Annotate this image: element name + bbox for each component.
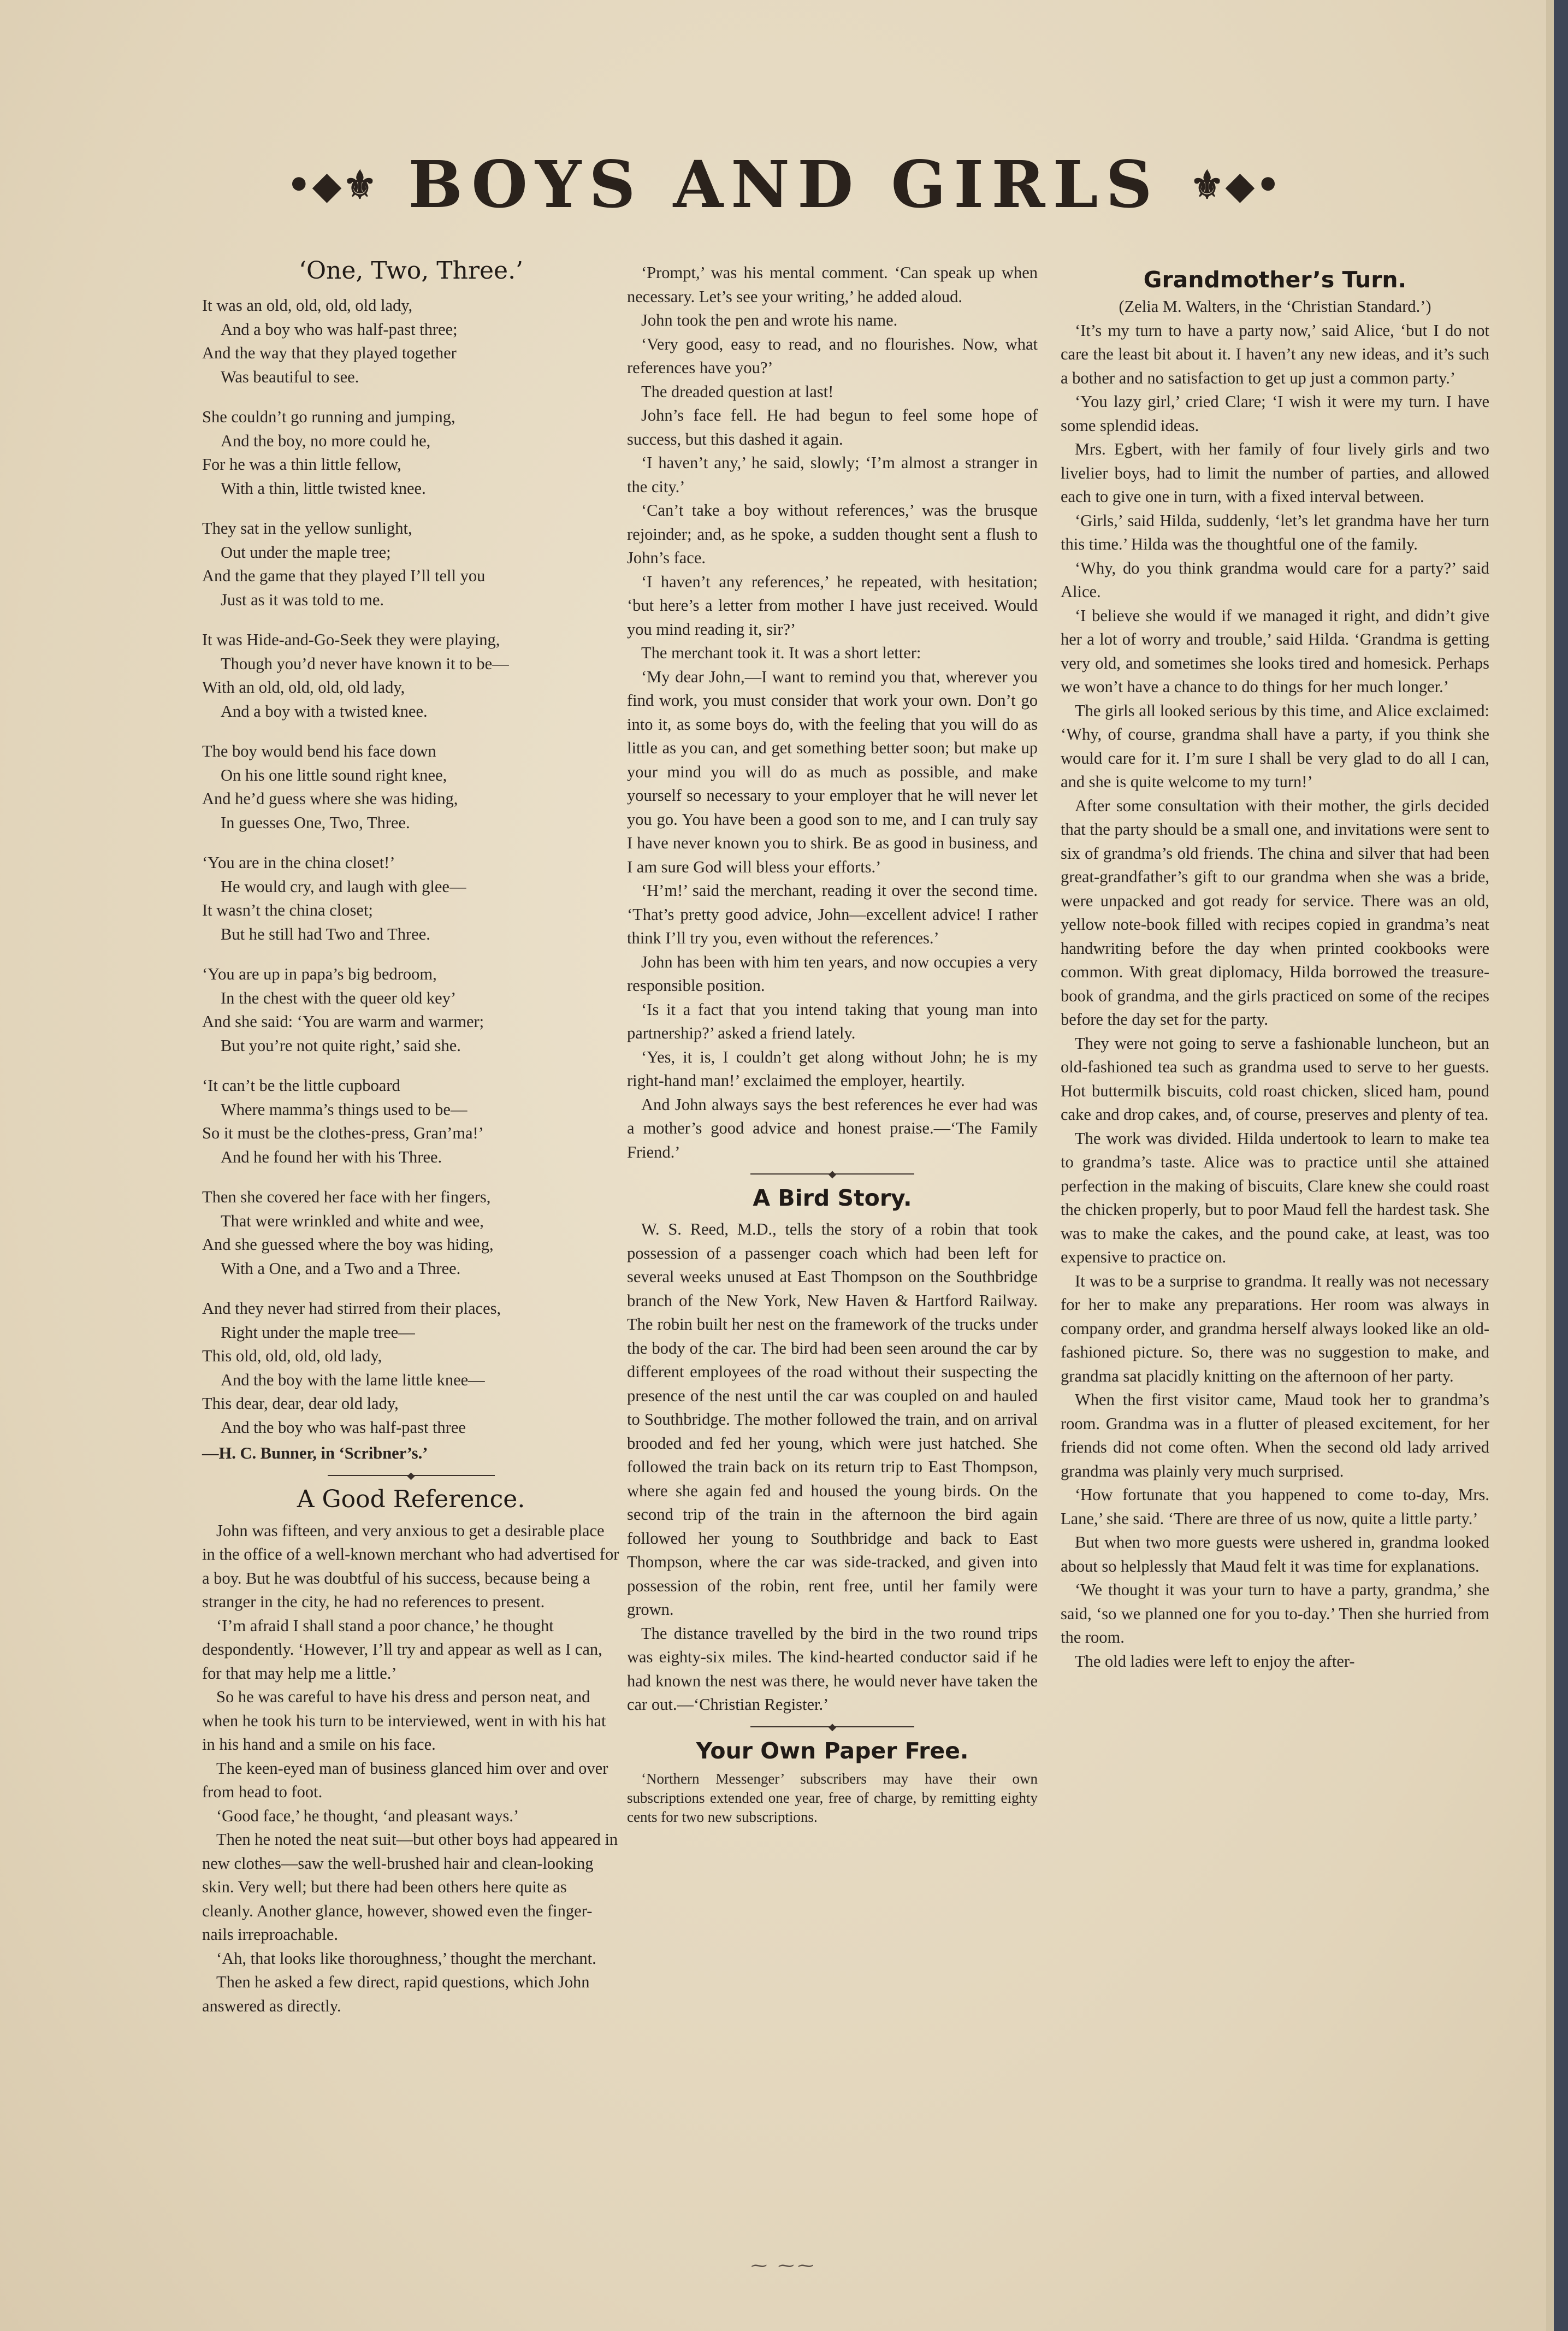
poem-stanza: [202, 1297, 620, 1439]
grandmother-paragraph: The old ladies were left to enjoy the after-: [1075, 1651, 1355, 1671]
section-title: [0, 146, 1568, 222]
bird-body: [627, 1218, 1038, 1717]
page-footer-mark: ⁓ ⁓⁓: [750, 2257, 818, 2275]
reference-paragraph: Then he asked a few direct, rapid questions, which John answered as directly.: [202, 1973, 590, 2015]
grandmother-paragraph: ‘I believe she would if we managed it right, and didn’t give her a lot of worry and trouble,’ said Hilda. ‘Grandma is getting very old, and sometimes she looks tired and homesick. Perhaps we won’t have a chance to do things for her much longer.’: [1061, 606, 1489, 696]
poem-line: With a thin, little twisted knee.: [221, 479, 426, 498]
poem-line: And a boy with a twisted knee.: [221, 701, 428, 721]
poem-line: But he still had Two and Three.: [221, 924, 430, 943]
poem-stanza: [202, 405, 620, 500]
reference-paragraph: The dreaded question at last!: [641, 382, 834, 401]
reference-paragraph: John’s face fell. He had begun to feel some hope of success, but this dashed it again.: [627, 406, 1038, 449]
poem-line: On his one little sound right knee,: [221, 765, 447, 784]
title-ornament-left-icon: •◆⚜: [286, 162, 378, 208]
poem-stanza: [202, 963, 620, 1058]
grandmother-paragraph: ‘Girls,’ said Hilda, suddenly, ‘let’s let grandma have her turn this time.’ Hilda was the thoughtful one of the family.: [1061, 511, 1489, 553]
bird-paragraph: W. S. Reed, M.D., tells the story of a robin that took possession of a passenger coach which had been left for several weeks unused at East Thompson on the Southbridge branch of the New York, New Haven & Hartford Railway. The robin built her nest on the framework of the trucks under the body of the car. The bird had been seen around the car by different employees of the road without their suspecting the presence of the nest until the car was coupled on and hauled to Southbridge. The mother followed the train, and on arrival brooded and fed her young, which were just hatched. She followed the train back on its return trip to East Thompson, where she again fed and housed the young birds. On the second trip of the train in the afternoon the bird again followed her young to Southbridge and back to East Thompson, where the car was side-tracked, and given into possession of the robin, rent free, until her family were grown.: [627, 1220, 1038, 1619]
paper-text: ‘Northern Messenger’ subscribers may have their own subscriptions extended one year, free of charge, by remitting eighty cents for two new subscriptions.: [627, 1770, 1038, 1825]
grandmother-body: [1061, 319, 1489, 1674]
grandmother-title: Grandmother’s Turn.: [1143, 267, 1407, 293]
column-middle: [627, 261, 1038, 1827]
bird-title: A Bird Story.: [753, 1185, 912, 1211]
poem-stanza: [202, 851, 620, 946]
poem-line: Then she covered her face with her fingers,: [202, 1188, 491, 1206]
reference-continued: [627, 261, 1038, 1164]
column-right: [1061, 261, 1489, 1673]
grandmother-paragraph: ‘You lazy girl,’ cried Clare; ‘I wish it were my turn. I have some splendid ideas.: [1061, 392, 1489, 435]
poem-line: It was Hide-and-Go-Seek they were playing,: [202, 630, 500, 649]
grandmother-paragraph: After some consultation with their mother, the girls decided that the party should be a small one, and invitations were sent to six of grandma’s old friends. The china and silver that had been great-grandfather’s gift to our grandma when she was a bride, were unpacked and got ready for service. There was an old, yellow note-book filled with recipes copied in grandma’s neat handwriting before the day when printed cookbooks were common. With great diplomacy, Hilda borrowed the treasure-book of grandma, and the girls practiced on some of the recipes before the day set for the party.: [1061, 796, 1489, 1029]
poem-line: The boy would bend his face down: [202, 742, 436, 760]
reference-paragraph: ‘Very good, easy to read, and no flourishes. Now, what references have you?’: [627, 334, 1038, 377]
poem-line: And she guessed where the boy was hiding,: [202, 1235, 494, 1254]
reference-paragraph: ‘Ah, that looks like thoroughness,’ thought the merchant.: [216, 1949, 596, 1968]
reference-paragraph: Then he noted the neat suit—but other boys had appeared in new clothes—saw the well-brushed hair and clean-looking skin. Very well; but there had been others here quite as cleanly. Another glance, however, showed even the finger-nails irreproachable.: [202, 1830, 618, 1944]
poem-line: And they never had stirred from their places,: [202, 1299, 501, 1318]
poem-body: [202, 294, 620, 1439]
reference-paragraph: John was fifteen, and very anxious to get a desirable place in the office of a well-known merchant who had advertised for a boy. But he was doubtful of his success, because being a stranger in the city, he had no references to present.: [202, 1521, 619, 1611]
poem-line: And the boy with the lame little knee—: [221, 1370, 485, 1389]
bird-paragraph: The distance travelled by the bird in the two round trips was eighty-six miles. The kind-hearted conductor said if he had known the nest was there, he would never have taken the car out.—‘Christian Register.’: [627, 1624, 1038, 1714]
poem-line: This dear, dear, dear old lady,: [202, 1394, 399, 1413]
reference-paragraph: ‘H’m!’ said the merchant, reading it over the second time. ‘That’s pretty good advice, John—excellent advice! I rather think I’ll try you, even without the references.’: [627, 881, 1038, 947]
reference-paragraph: John took the pen and wrote his name.: [641, 311, 898, 329]
grandmother-paragraph: Mrs. Egbert, with her family of four lively girls and two livelier boys, had to limit the number of parties, and allowed each to give one in turn, with a fixed interval between.: [1061, 440, 1489, 506]
grandmother-paragraph: But when two more guests were ushered in, grandma looked about so helplessly that Maud felt it was time for explanations.: [1061, 1533, 1489, 1575]
grandmother-paragraph: They were not going to serve a fashionable luncheon, but an old-fashioned tea such as grandma used to serve to her guests. Hot buttermilk biscuits, cold roast chicken, sliced ham, pound cake and drop cakes, and, of course, preserves and plenty of tea.: [1061, 1034, 1489, 1124]
poem-stanza: [202, 1185, 620, 1280]
reference-paragraph: So he was careful to have his dress and person neat, and when he took his turn to be interviewed, went in with his hat in his hand and a smile on his face.: [202, 1687, 606, 1754]
poem-line: In the chest with the queer old key’: [221, 988, 457, 1007]
poem-line: With a One, and a Two and a Three.: [221, 1259, 461, 1278]
poem-line: In guesses One, Two, Three.: [221, 813, 410, 832]
poem-line: ‘You are up in papa’s big bedroom,: [202, 965, 437, 983]
poem-line: And he’d guess where she was hiding,: [202, 789, 458, 808]
poem-line: ‘It can’t be the little cupboard: [202, 1076, 400, 1095]
poem-line: ‘You are in the china closet!’: [202, 853, 395, 872]
paper-title: Your Own Paper Free.: [696, 1737, 969, 1764]
grandmother-byline: (Zelia M. Walters, in the ‘Christian Standard.’): [1119, 297, 1431, 316]
grandmother-paragraph: The work was divided. Hilda undertook to learn to make tea to grandma’s taste. Alice was to practice until she attained perfection in the making of biscuits, Clare knew she could roast the chicken properly, but to poor Maud fell the hardest task. She was to make the cakes, and the pound cake, at least, was too expensive to practice on.: [1061, 1129, 1489, 1266]
grandmother-paragraph: When the first visitor came, Maud took her to grandma’s room. Grandma was in a flutter of pleased excitement, for her friends did not come often. When the second old lady arrived grandma was plainly very much surprised.: [1061, 1390, 1489, 1480]
poem-line: This old, old, old, old lady,: [202, 1347, 382, 1365]
grandmother-paragraph: It was to be a surprise to grandma. It really was not necessary for her to make any preparations. Her room was always in company order, and grandma herself always looked like an old-fashioned picture. So, there was no suggestion to make, and grandma sat placidly knitting on the afternoon of her party.: [1061, 1271, 1489, 1385]
reference-paragraph: ‘Can’t take a boy without references,’ was the brusque rejoinder; and, as he spoke, a sudden thought sent a flush to John’s face.: [627, 501, 1038, 567]
grandmother-paragraph: ‘It’s my turn to have a party now,’ said Alice, ‘but I do not care the least bit about it. I haven’t any new ideas, and it’s such a bother and no satisfaction to get up just a common party.’: [1061, 321, 1489, 387]
title-ornament-right-icon: ⚜◆•: [1190, 162, 1282, 208]
poem-stanza: [202, 740, 620, 835]
reference-paragraph: ‘I’m afraid I shall stand a poor chance,’ he thought despondently. ‘However, I’ll try and appear as well as I can, for that may help me a little.’: [202, 1616, 602, 1683]
poem-line: So it must be the clothes-press, Gran’ma!’: [202, 1124, 484, 1142]
page-binding-shadow: [1546, 0, 1554, 2331]
poem-line: She couldn’t go running and jumping,: [202, 408, 455, 426]
section-title-text: BOYS AND GIRLS: [408, 146, 1160, 222]
grandmother-paragraph: ‘We thought it was your turn to have a party, grandma,’ she said, ‘so we planned one for you to-day.’ Then she hurried from the room.: [1061, 1580, 1489, 1647]
reference-paragraph: ‘Good face,’ he thought, ‘and pleasant ways.’: [216, 1806, 519, 1825]
divider: [202, 1469, 620, 1482]
poem-line: And the game that they played I’ll tell you: [202, 566, 486, 585]
reference-paragraph: ‘Prompt,’ was his mental comment. ‘Can speak up when necessary. Let’s see your writing,’ he added aloud.: [627, 263, 1038, 306]
column-left: [202, 256, 620, 2018]
reference-paragraph: The merchant took it. It was a short letter:: [641, 644, 921, 662]
poem-line: With an old, old, old, old lady,: [202, 678, 405, 697]
poem-line: But you’re not quite right,’ said she.: [221, 1036, 461, 1055]
reference-paragraph: ‘Yes, it is, I couldn’t get along without John; he is my right-hand man!’ exclaimed the employer, heartily.: [627, 1047, 1038, 1090]
reference-paragraph: The keen-eyed man of business glanced him over and over from head to foot.: [202, 1758, 608, 1801]
poem-line: Was beautiful to see.: [221, 367, 359, 386]
divider: [627, 1167, 1038, 1181]
poem-line: Where mamma’s things used to be—: [221, 1100, 468, 1119]
poem-author: —H. C. Bunner, in ‘Scribner’s.’: [202, 1444, 428, 1462]
reference-paragraph: ‘My dear John,—I want to remind you that, wherever you find work, you must consider that work your own. Don’t go into it, as some boys do, with the feeling that you will do as little as you can, and get something better soon; but make up your mind you will do as much as possible, and make yourself so necessary to your employer that he will never let you go. You have been a good son to me, and I can truly say I have never known you to shirk. Be as good in business, and I am sure God will bless your efforts.’: [627, 667, 1038, 876]
reference-paragraph: And John always says the best references he ever had was a mother’s good advice and honest praise.—‘The Family Friend.’: [627, 1095, 1038, 1161]
reference-paragraph: ‘I haven’t any references,’ he repeated, with hesitation; ‘but here’s a letter from mother I have just received. Would you mind reading it, sir?’: [627, 572, 1038, 639]
page-binding-edge: [1554, 0, 1568, 2331]
poem-line: And a boy who was half-past three;: [221, 320, 458, 339]
grandmother-paragraph: The girls all looked serious by this time, and Alice exclaimed: ‘Why, of course, grandma shall have a party, if you think she would care for it. I’m sure I shall be very glad to do all I can, and she is quite welcome to my turn!’: [1061, 701, 1489, 791]
reference-body: [202, 1519, 620, 2019]
poem-line: Out under the maple tree;: [221, 542, 391, 562]
grandmother-paragraph: ‘How fortunate that you happened to come to-day, Mrs. Lane,’ she said. ‘There are three of us now, quite a little party.’: [1061, 1485, 1489, 1528]
poem-stanza: [202, 628, 620, 723]
poem-line: That were wrinkled and white and wee,: [221, 1211, 484, 1230]
poem-title: ‘One, Two, Three.’: [298, 257, 524, 285]
reference-paragraph: ‘I haven’t any,’ he said, slowly; ‘I’m almost a stranger in the city.’: [627, 453, 1038, 496]
reference-title: A Good Reference.: [297, 1485, 525, 1513]
poem-stanza: [202, 1074, 620, 1169]
poem-line: Right under the maple tree—: [221, 1323, 415, 1342]
poem-line: They sat in the yellow sunlight,: [202, 519, 412, 538]
poem-line: It wasn’t the china closet;: [202, 901, 373, 919]
poem-line: Just as it was told to me.: [221, 590, 384, 609]
poem-line: And the boy who was half-past three: [221, 1418, 466, 1437]
reference-paragraph: John has been with him ten years, and now occupies a very responsible position.: [627, 952, 1038, 995]
poem-line: For he was a thin little fellow,: [202, 455, 401, 474]
grandmother-paragraph: ‘Why, do you think grandma would care for a party?’ said Alice.: [1061, 558, 1489, 601]
poem-stanza: [202, 517, 620, 612]
poem-line: And he found her with his Three.: [221, 1147, 442, 1166]
poem-line: And she said: ‘You are warm and warmer;: [202, 1012, 484, 1031]
poem-line: And the way that they played together: [202, 344, 457, 362]
poem-line: Though you’d never have known it to be—: [221, 654, 509, 673]
poem-line: And the boy, no more could he,: [221, 431, 431, 450]
poem-line: He would cry, and laugh with glee—: [221, 877, 466, 896]
poem-stanza: [202, 294, 620, 389]
reference-paragraph: ‘Is it a fact that you intend taking that young man into partnership?’ asked a friend lately.: [627, 1000, 1038, 1042]
poem-line: It was an old, old, old, old lady,: [202, 296, 413, 315]
divider: [627, 1720, 1038, 1733]
